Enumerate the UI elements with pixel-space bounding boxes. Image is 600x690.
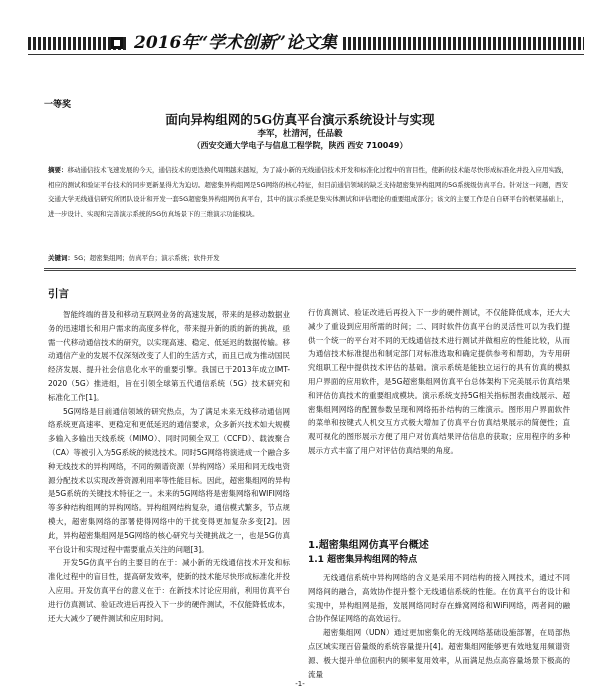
header-logo-mark-icon xyxy=(110,36,124,50)
keywords xyxy=(48,252,568,264)
keywords-text: 5G；超密集组网；仿真平台；演示系统；软件开发 xyxy=(74,254,220,262)
section-1-heading: 1.超密集组网仿真平台概述 xyxy=(308,540,429,551)
abstract-text: 移动通信技术飞速发展的今天，通信技术的更迭换代周期越来越短，为了减小新的无线通信技术开发和标准化过程中的盲目性，使新的技术能尽快形成标准化并投入应用实践，相应的测试和验证平台技术的同步更新显得尤为迫切。超密集异构组网是5G网络的核心特征，但目前通信领域的缺乏支持超密集异构组网的5G系统级仿真平台。针对这一问题，西安交通大学无线通信研究所团队设计和开发一套5G超密集异构组网仿真平台，其中的演示系统是集实体测试和评估理论的重要组成部分；该文的主要工作是自自研平台的框架基础上，进一步设计、实现和完善演示系统的5G仿真场景下的三维演示功能模块。 xyxy=(48,166,568,218)
header-underline xyxy=(28,54,584,55)
section-1-1-heading: 1.1 超密集异构组网的特点 xyxy=(308,555,418,565)
divider-top xyxy=(44,268,576,269)
intro-paragraph: 开发5G仿真平台的主要目的在于：减小新的无线通信技术开发和标准化过程中的盲目性，提高研发效率，使新的技术能尽快形成标准化并投入应用。开发仿真平台的意义在于：在新技术讨论应用前，利用仿真平台进行仿真测试、验证改进后再投入下一步的硬件测试，不仅能降低成本，还大大减少了硬件测试和应用时间。 xyxy=(48,558,290,623)
paper-title: 面向异构组网的5G仿真平台演示系统设计与实现 xyxy=(165,112,435,127)
section-1-body xyxy=(308,571,570,681)
intro-right-column xyxy=(308,306,570,532)
intro-paragraph: 5G网络是目前通信领域的研究热点，为了满足未来无线移动通信网络系统更高速率、更稳定和更低延迟的通信要求，众多新兴技术如大规模多输入多输出天线系统（MIMO）、同时同频全双工（CCFD）、载波聚合（CA）等被引入为5G系统的候选技术。同时5G网络将演进成一个融合多种无线技术的异构网络，不同的频谱资源（异构网络）采用和同无线电资源分配技术以实现改善资源利用率等性能目标。因此，超密集组网的异构是5G系统的关键技术特征之一。未来的5G网络将是密集网络和WIFI网络等多种结构组网的异构网络。异构组网结构复杂，通信模式繁多，节点规模大，超密集网络的部署使得网络中的干扰变得更加复杂多变[2]。因此，异构超密集组网是5G网络的核心研究与关键挑战之一，也是5G仿真平台设计和实现过程中需要重点关注的问题[3]。 xyxy=(48,406,290,554)
section-1-paragraph: 无线通信系统中异构网络的含义是采用不同结构的接入网技术，通过不同网络间的融合，高效协作提升整个无线通信系统的性能。在仿真平台的设计和实现中，异构组网是指，发展网络同时存在蜂窝网络和WiFi网络，两者间的融合协作保证网络的高效运行。 xyxy=(308,573,570,624)
abstract-label: 摘要： xyxy=(48,166,68,174)
keywords-label: 关键词： xyxy=(48,254,74,262)
intro-paragraph-continued: 行仿真测试、验证改进后再投入下一步的硬件测试，不仅能降低成本，还大大减少了重设到应用所需的时间；二、同时软件仿真平台的灵活性可以为我们提供一个统一的平台对不同的无线通信技术进行测试并做相应的性能比较，从而为通信技术标准提出和制定部门对标准选取和确定提供参考和帮助，为专用研究组职工程中提供技术评估的基础。演示系统是能独立运行的具有仿真的模拟用户界面的应用软件，是5G超密集组网仿真平台总体架构下完美展示仿真结果和评估仿真技术的重要组成模块。演示系统支持5G相关指标图表曲线展示、超密集组网网络的配置参数呈现和网络拓扑结构的三维演示。图形用户界面软件的菜单和按键式人机交互方式极大增加了仿真平台仿真结果展示的简便性；直观可视化的图形展示方便了用户对仿真结果评估信息的获取；应用程序的多种展示方式丰富了用户对评估仿真结果的角度。 xyxy=(308,308,570,455)
intro-left-column xyxy=(48,308,290,680)
journal-header-title: 2016年“学术创新”论文集 xyxy=(128,32,343,54)
journal-header-band xyxy=(28,30,584,56)
award-label: 一等奖 xyxy=(44,100,72,110)
section-1-paragraph: 超密集组网（UDN）通过更加密集化的无线网络基础设施部署，在局部热点区域实现百倍量级的系统容量提升[4]。超密集组网能够更有效地复用频谱资源、极大提升单位面积内的频率复用效率，从而满足热点高容量场景下极高的流量 xyxy=(308,628,570,679)
divider-bottom xyxy=(44,270,576,271)
paper-authors: 李军，杜清河，任品毅 xyxy=(257,129,343,139)
intro-heading: 引言 xyxy=(48,288,69,300)
intro-paragraph: 智能终端的普及和移动互联网业务的高速发展，带来的是移动数据业务的迅速增长和用户需求的高度多样化，带来提升新的质的新的挑战，亟需一代移动通信技术的研究，以实现高速、稳定、低延迟的数据传输。移动通信产业的发展不仅深刻改变了人们的生活方式，而且已成为推动国民经济发展、提升社会信息化水平的重要引擎。我国已于2013年成立IMT-2020（5G）推进组，旨在引领全球第五代通信系统（5G）技术研究和标准化工作[1]。 xyxy=(48,310,290,402)
abstract xyxy=(48,163,568,251)
paper-affiliation: （西安交通大学电子与信息工程学院，陕西 西安 710049） xyxy=(192,141,408,150)
page-number: -1- xyxy=(295,680,305,688)
